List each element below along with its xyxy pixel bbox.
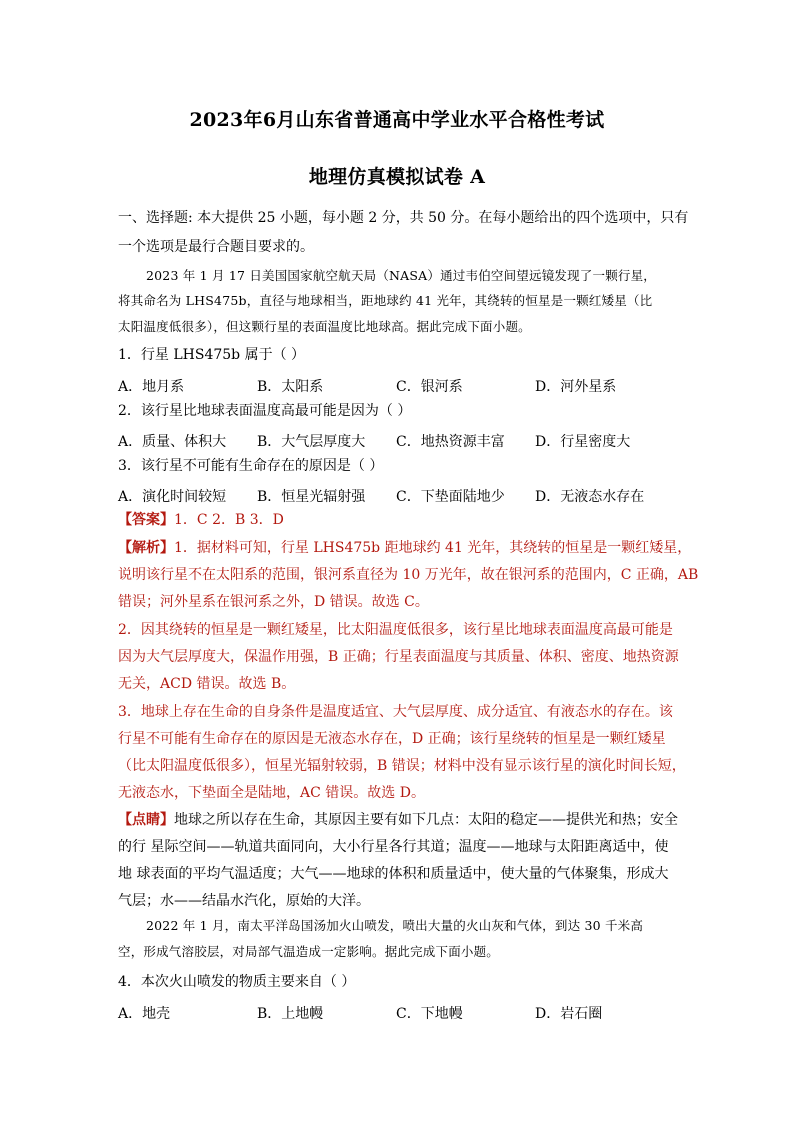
question-2-stem: 2．该行星比地球表面温度高最可能是因为（ ） (118, 403, 412, 419)
option-a: A．地月系 (118, 379, 185, 395)
question-1-stem: 1．行星 LHS475b 属于（ ） (118, 347, 306, 363)
material-1-line-3: 太阳温度低很多），但这颗行星的表面温度比地球高。据此完成下面小题。 (118, 319, 531, 334)
option-d: D．岩石圈 (535, 1006, 603, 1022)
material-1-line-1: 2023 年 1 月 17 日美国国家航空航天局（NASA）通过韦伯空间望远镜发现了一颗行星， (146, 268, 656, 283)
pointing-line-2: 的行 星际空间——轨道共面同向，大小行星各行其道；温度——地球与太阳距离适中，使 (118, 839, 669, 855)
option-a: A．地壳 (118, 1006, 171, 1022)
analysis-line-5: 因为大气层厚度大，保温作用强，B 正确；行星表面温度与其质量、体积、密度、地热资源 (118, 649, 679, 665)
analysis-line-6: 无关，ACD 错误。故选 B。 (118, 676, 296, 692)
material-2-line-2: 空，形成气溶胶层，对局部气温造成一定影响。据此完成下面小题。 (118, 944, 500, 959)
option-c: C．下垫面陆地少 (396, 489, 505, 505)
analysis-line-2: 说明该行星不在太阳系的范围，银河系直径为 10 万光年，故在银河系的范围内，C 正确，AB (118, 567, 699, 583)
question-4-stem: 4．本次火山喷发的物质主要来自（ ） (118, 974, 356, 990)
pointing-line-3: 地 球表面的平均气温适度；大气——地球的体积和质量适中，使大量的气体聚集，形成大 (118, 866, 669, 882)
option-a: A．演化时间较短 (118, 489, 227, 505)
option-c: C．地热资源丰富 (396, 434, 505, 450)
question-3-stem: 3．该行星不可能有生命存在的原因是（ ） (118, 458, 384, 474)
option-b: B．上地幔 (257, 1006, 324, 1022)
option-b: B．太阳系 (257, 379, 324, 395)
option-b: B．恒星光辐射强 (257, 489, 366, 505)
analysis-tag: 【解析】 (118, 540, 174, 556)
option-c: C．银河系 (396, 379, 463, 395)
pointing-tag: 【点睛】 (118, 812, 174, 828)
analysis-line-8: 行星不可能有生命存在的原因是无液态水存在，D 正确；该行星绕转的恒星是一颗红矮星 (118, 731, 666, 747)
analysis-line-3: 错误；河外星系在银河系之外，D 错误。故选 C。 (118, 594, 429, 610)
section-instruction-line-1: 一、选择题: 本大提供 25 小题，每小题 2 分，共 50 分。在每小题给出的四个选项中，只有 (118, 210, 689, 226)
section-instruction-line-2: 一个选项是最行合题目要求的。 (118, 239, 314, 255)
option-c: C．下地幔 (396, 1006, 463, 1022)
analysis-line-1: 【解析】1．据材料可知，行星 LHS475b 距地球约 41 光年，其绕转的恒星是一颗红矮星， (118, 540, 692, 556)
option-d: D．河外星系 (535, 379, 617, 395)
answer-text: 1．C 2．B 3．D (174, 512, 284, 528)
analysis-line-9: （比太阳温度低很多），恒星光辐射较弱，B 错误；材料中没有显示该行星的演化时间长短， (118, 758, 686, 774)
option-d: D．行星密度大 (535, 434, 631, 450)
exam-title: 2023年6月山东省普通高中学业水平合格性考试 (189, 109, 605, 131)
analysis-line-10: 无液态水，下垫面全是陆地，AC 错误。故选 D。 (118, 785, 425, 801)
answer-line (118, 513, 284, 527)
option-d: D．无液态水存在 (535, 489, 645, 505)
option-b: B．大气层厚度大 (257, 434, 366, 450)
answer-tag: 【答案】 (118, 512, 174, 528)
pointing-line-1: 【点睛】地球之所以存在生命，其原因主要有如下几点：太阳的稳定——提供光和热；安全 (118, 812, 678, 828)
pointing-line-4: 气层；水——结晶水汽化，原始的大洋。 (118, 893, 370, 909)
option-a: A．质量、体积大 (118, 434, 227, 450)
analysis-line-7: 3．地球上存在生命的自身条件是温度适宜、大气层厚度、成分适宜、有液态水的存在。该 (118, 704, 673, 720)
material-2-line-1: 2022 年 1 月，南太平洋岛国汤加火山喷发，喷出大量的火山灰和气体，到达 30 千米高 (146, 918, 644, 933)
material-1-line-2: 将其命名为 LHS475b，直径与地球相当，距地球约 41 光年，其绕转的恒星是一颗红矮星（比 (118, 293, 653, 308)
exam-subtitle: 地理仿真模拟试卷 A (308, 166, 486, 188)
analysis-line-4: 2．因其绕转的恒星是一颗红矮星，比太阳温度低很多，该行星比地球表面温度高最可能是 (118, 622, 673, 638)
